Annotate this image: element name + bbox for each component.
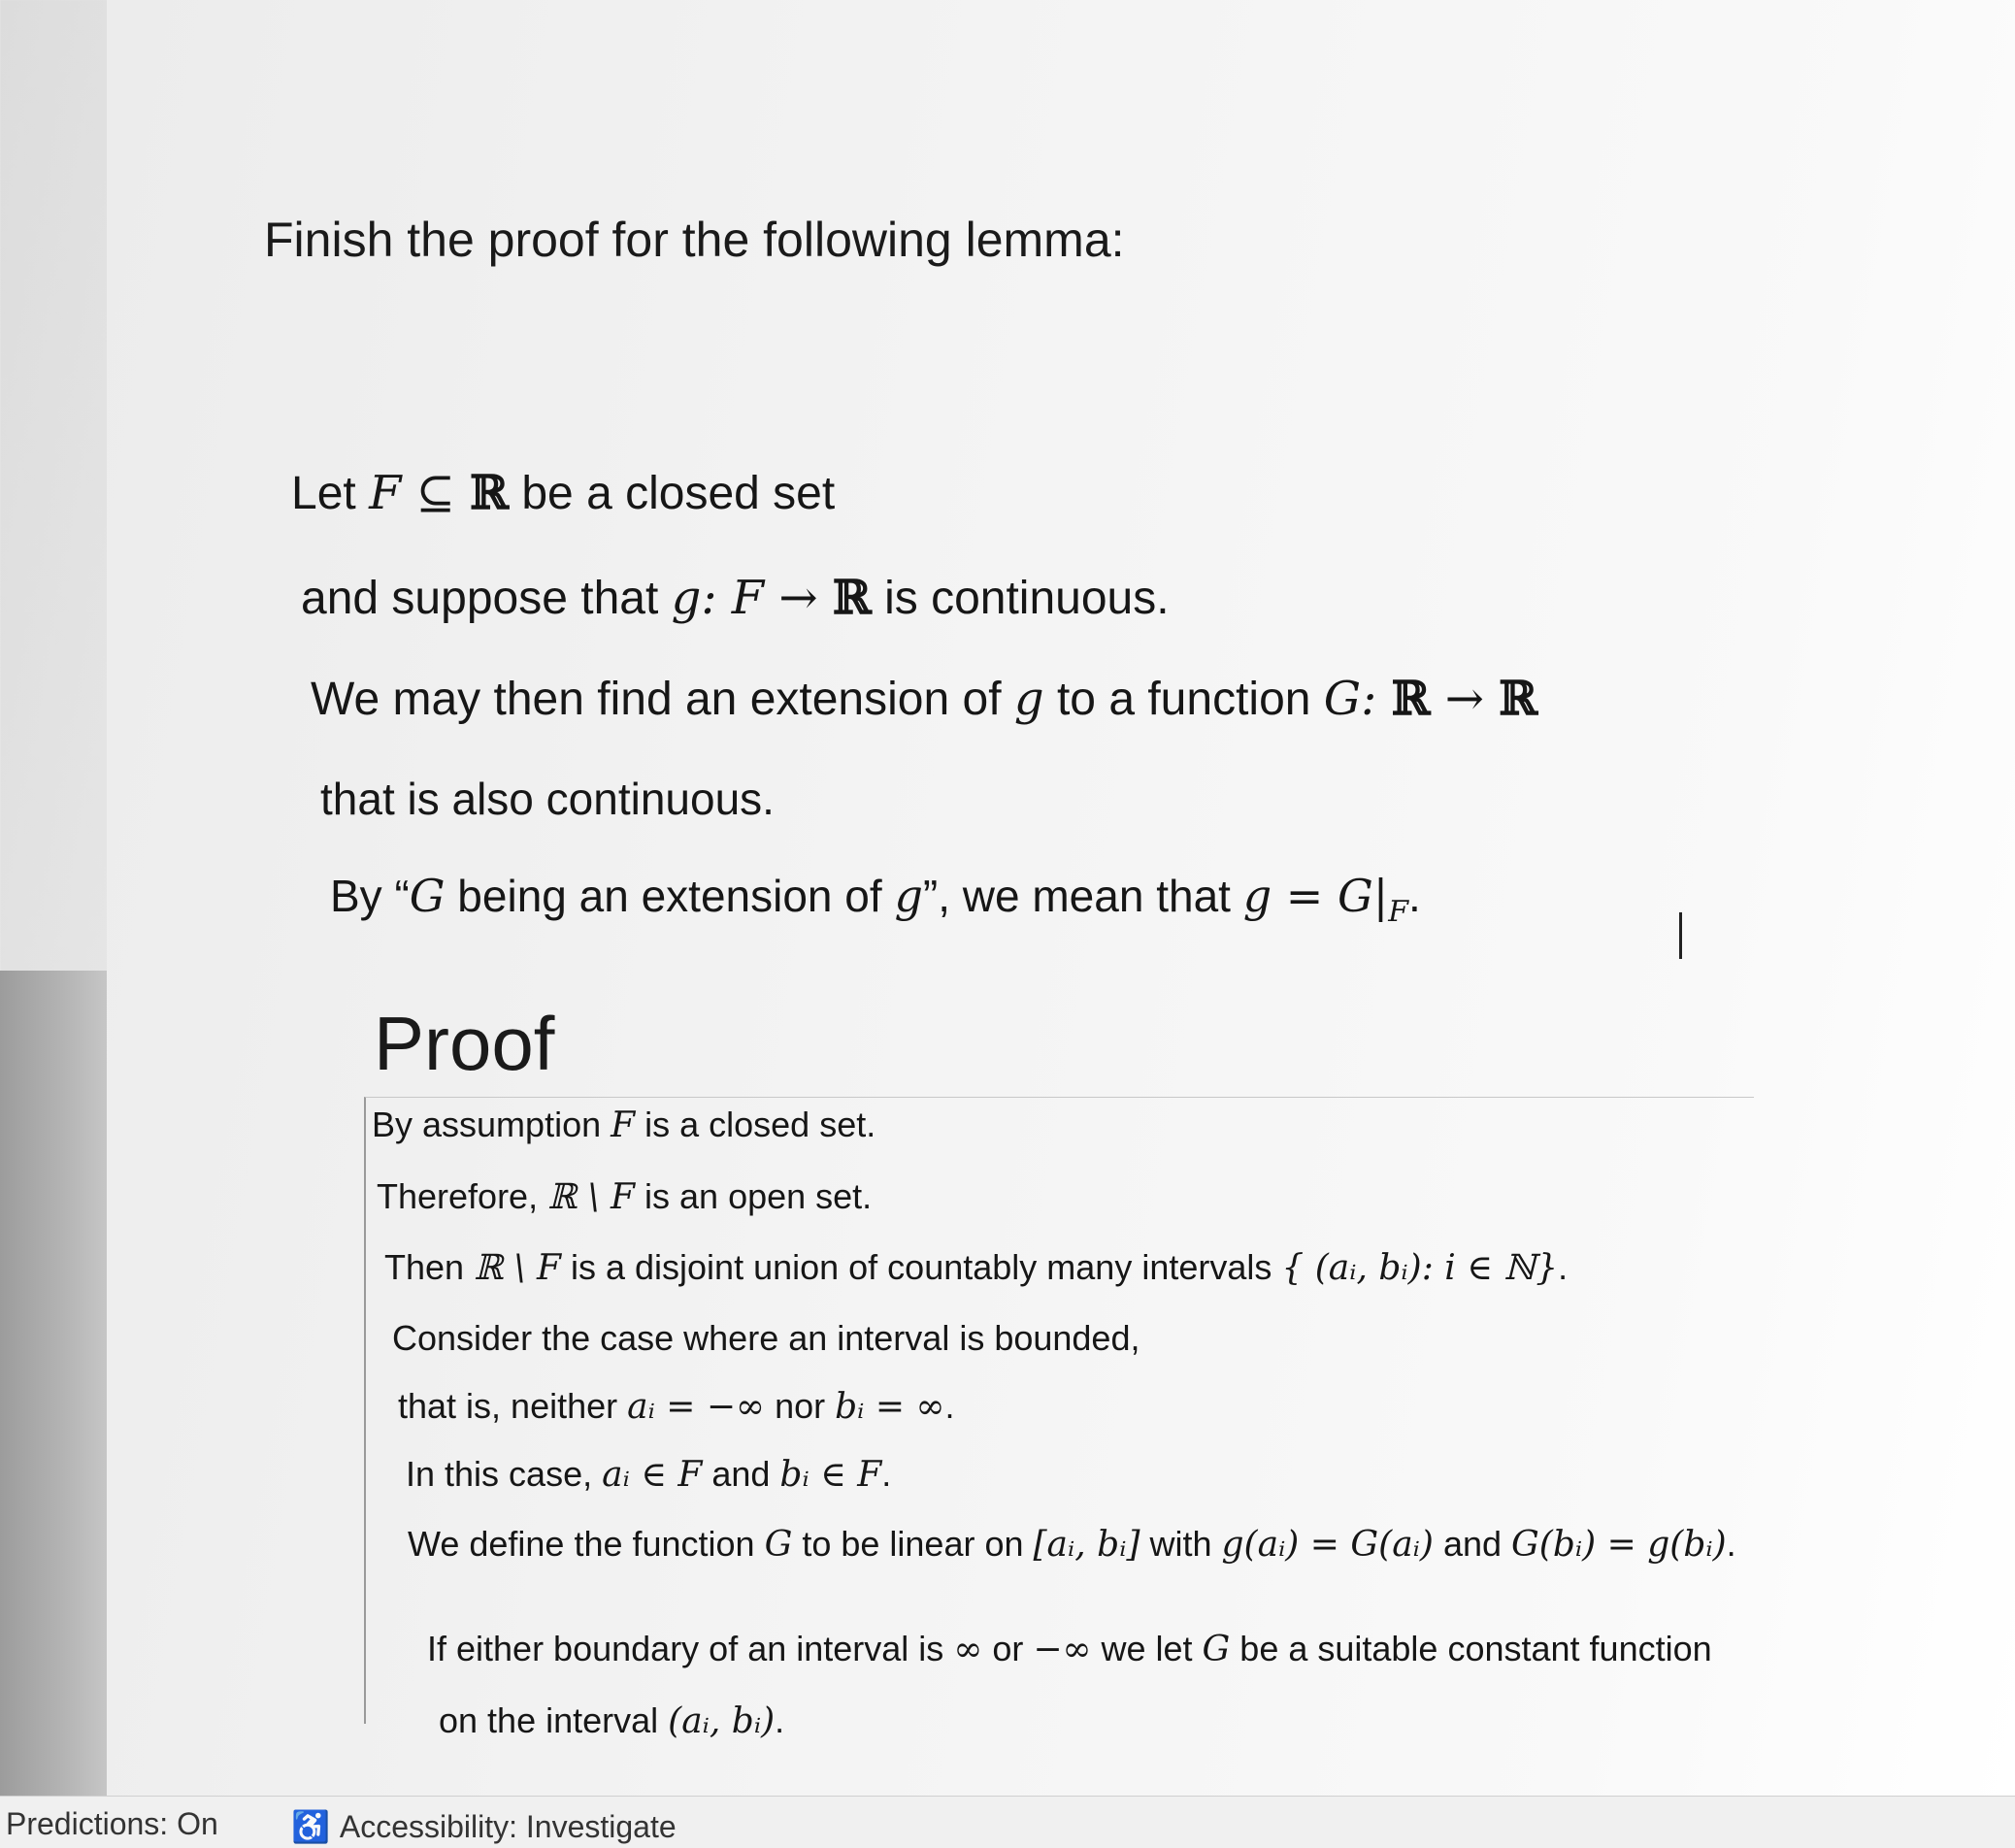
lemma-line-1: Let F ⊆ ℝ be a closed set bbox=[291, 466, 836, 520]
proof-line-3: Then ℝ \ F is a disjoint union of countably many intervals { (aᵢ, bᵢ): i ∈ ℕ}. bbox=[384, 1247, 1569, 1288]
proof-heading: Proof bbox=[374, 1001, 555, 1086]
lemma-line-2: and suppose that g: F → ℝ is continuous. bbox=[301, 571, 1170, 625]
proof-line-1: By assumption F is a closed set. bbox=[372, 1105, 876, 1145]
accessibility-label: Accessibility: Investigate bbox=[339, 1808, 677, 1844]
lemma-line-4: that is also continuous. bbox=[320, 774, 775, 824]
proof-line-2: Therefore, ℝ \ F is an open set. bbox=[377, 1176, 873, 1217]
proof-line-8: If either boundary of an interval is ∞ or −∞ we let G be a suitable constant function bbox=[427, 1629, 1712, 1669]
proof-line-7: We define the function G to be linear on [aᵢ, bᵢ] with g(aᵢ) = G(aᵢ) and G(bᵢ) = g(bᵢ). bbox=[408, 1524, 1736, 1565]
accessibility-icon: ♿ bbox=[291, 1809, 330, 1844]
lemma-line-5: By “G being an extension of g”, we mean that $g = G|_F$. bbox=[330, 870, 1421, 930]
accessibility-status[interactable] bbox=[291, 1808, 677, 1845]
proof-line-6: In this case, aᵢ ∈ F and bᵢ ∈ F. bbox=[406, 1454, 892, 1495]
proof-line-4: Consider the case where an interval is bounded, bbox=[392, 1318, 1140, 1358]
text-cursor bbox=[1679, 912, 1682, 959]
predictions-status[interactable]: Predictions: On bbox=[6, 1806, 218, 1841]
monitor-bezel-shadow bbox=[0, 971, 107, 1796]
prompt-heading: Finish the proof for the following lemma: bbox=[264, 213, 1125, 267]
proof-line-5: that is, neither aᵢ = −∞ nor bᵢ = ∞. bbox=[398, 1386, 955, 1427]
lemma-line-3: We may then find an extension of g to a function G: ℝ → ℝ bbox=[311, 672, 1538, 726]
proof-line-9: on the interval (aᵢ, bᵢ). bbox=[439, 1700, 785, 1741]
status-bar bbox=[0, 1796, 2015, 1848]
